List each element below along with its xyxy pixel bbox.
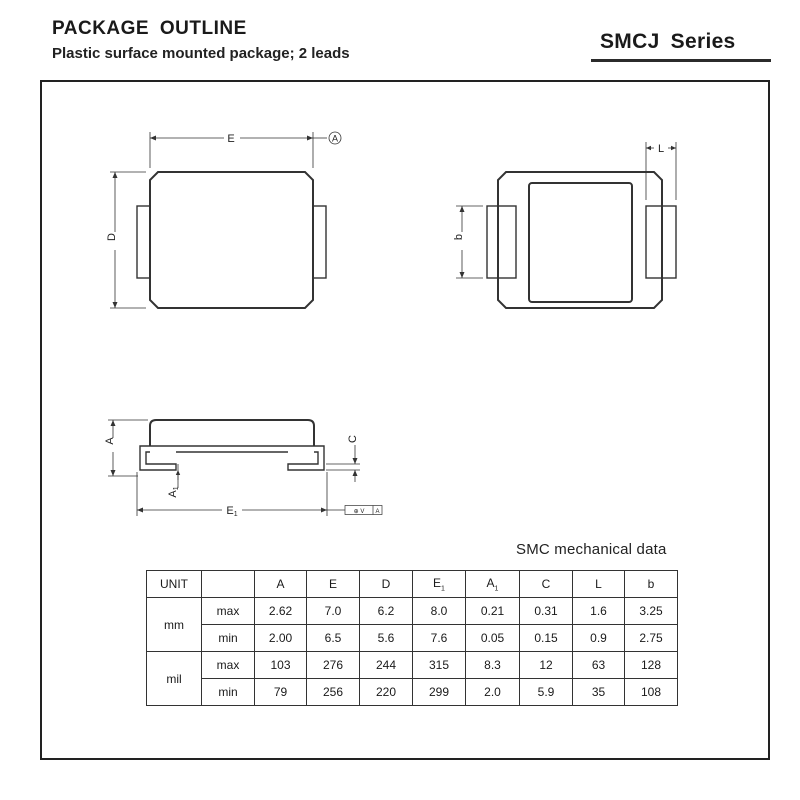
unit-cell: mm	[147, 598, 202, 652]
bottom-view-body	[498, 172, 662, 308]
dim-C-label: C	[347, 435, 359, 443]
value-cell: 0.31	[520, 598, 573, 625]
table-caption: SMC mechanical data	[516, 541, 667, 558]
datum-a-label: A	[331, 133, 339, 144]
tolerance-symbol: ⊕ V	[353, 509, 365, 515]
dim-E1-label: E1	[226, 505, 238, 518]
table-header-row	[147, 571, 678, 598]
table-row	[147, 652, 678, 679]
value-cell: 108	[625, 679, 678, 706]
column-header: A	[255, 571, 307, 598]
value-cell: 2.0	[466, 679, 520, 706]
value-cell: 276	[307, 652, 360, 679]
value-cell: 256	[307, 679, 360, 706]
value-cell: 1.6	[573, 598, 625, 625]
limit-cell: max	[202, 652, 255, 679]
value-cell: 79	[255, 679, 307, 706]
column-header: $E_1$	[413, 571, 466, 598]
value-cell: 8.0	[413, 598, 466, 625]
column-header: C	[520, 571, 573, 598]
dim-D-label: D	[106, 233, 118, 241]
value-cell: 299	[413, 679, 466, 706]
value-cell: 128	[625, 652, 678, 679]
value-cell: 12	[520, 652, 573, 679]
value-cell: 3.25	[625, 598, 678, 625]
limit-cell: min	[202, 625, 255, 652]
value-cell: 7.0	[307, 598, 360, 625]
value-cell: 2.62	[255, 598, 307, 625]
value-cell: 0.05	[466, 625, 520, 652]
column-header: E	[307, 571, 360, 598]
value-cell: 244	[360, 652, 413, 679]
dim-A1-label: A1	[167, 486, 180, 498]
limit-cell: min	[202, 679, 255, 706]
value-cell: 8.3	[466, 652, 520, 679]
limit-cell: max	[202, 598, 255, 625]
unit-cell: mil	[147, 652, 202, 706]
value-cell: 6.5	[307, 625, 360, 652]
side-view-lead-right	[288, 446, 324, 470]
dim-A-label: A	[104, 437, 116, 445]
side-view-body	[150, 420, 314, 446]
page-title: PACKAGE OUTLINE	[52, 18, 247, 39]
value-cell: 7.6	[413, 625, 466, 652]
column-header: b	[625, 571, 678, 598]
dim-E-label: E	[227, 133, 235, 145]
value-cell: 2.75	[625, 625, 678, 652]
value-cell: 103	[255, 652, 307, 679]
top-view	[106, 132, 341, 308]
bottom-view-lead-left	[487, 206, 516, 278]
bottom-view-pad	[529, 183, 632, 302]
page-subtitle: Plastic surface mounted package; 2 leads	[52, 45, 350, 62]
side-view-lead-left	[140, 446, 176, 470]
value-cell: 5.9	[520, 679, 573, 706]
value-cell: 5.6	[360, 625, 413, 652]
table-row	[147, 679, 678, 706]
column-header: $A_1$	[466, 571, 520, 598]
value-cell: 6.2	[360, 598, 413, 625]
value-cell: 2.00	[255, 625, 307, 652]
series-title: SMCJ Series	[600, 30, 736, 53]
bottom-view	[453, 142, 676, 308]
top-view-body	[150, 172, 313, 308]
table-row	[147, 598, 678, 625]
mechanical-data-table	[146, 570, 678, 706]
value-cell: 0.9	[573, 625, 625, 652]
blank-header	[202, 571, 255, 598]
top-view-lead-right	[313, 206, 326, 278]
value-cell: 63	[573, 652, 625, 679]
value-cell: 35	[573, 679, 625, 706]
side-view	[104, 420, 382, 518]
dim-L-label: L	[657, 143, 665, 155]
tolerance-datum: A	[375, 509, 380, 515]
column-header: L	[573, 571, 625, 598]
top-view-lead-left	[137, 206, 150, 278]
value-cell: 0.21	[466, 598, 520, 625]
value-cell: 0.15	[520, 625, 573, 652]
unit-header: UNIT	[147, 571, 202, 598]
column-header: D	[360, 571, 413, 598]
value-cell: 315	[413, 652, 466, 679]
dim-b-label: b	[453, 233, 465, 241]
value-cell: 220	[360, 679, 413, 706]
table-row	[147, 625, 678, 652]
